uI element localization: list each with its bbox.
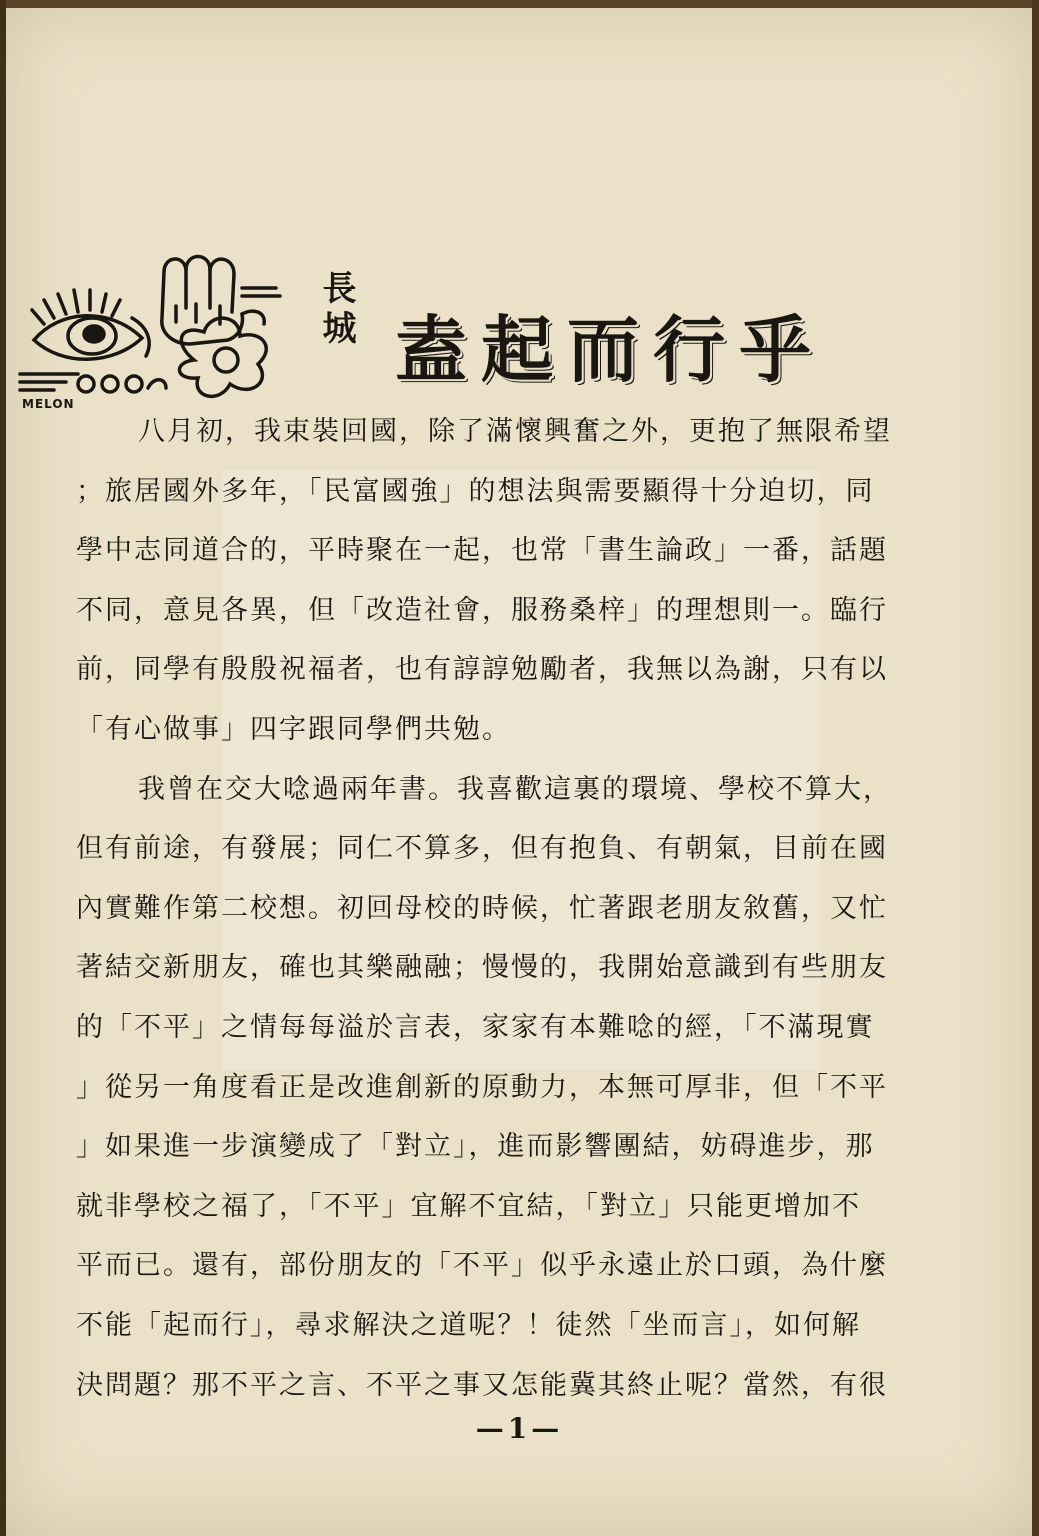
page-edge-left — [0, 0, 6, 1536]
paragraph-line: 」從另一角度看正是改進創新的原動力，本無可厚非，但「不平 — [76, 1071, 888, 1103]
paragraph-line: 我曾在交大唸過兩年書。我喜歡這裏的環境、學校不算大， — [138, 773, 892, 805]
page-edge-top — [0, 0, 1039, 8]
paragraph-line: 就非學校之福了，「不平」宜解不宜結，「對立」只能更增加不 — [76, 1190, 861, 1222]
paragraph-line: ；旅居國外多年，「民富國強」的想法與需要顯得十分迫切，同 — [76, 475, 875, 507]
paragraph-line: 但有前途，有發展；同仁不算多，但有抱負、有朝氣，目前在國 — [76, 833, 888, 865]
paragraph-line: 八月初，我束裝回國，除了滿懷興奮之外，更抱了無限希望 — [138, 416, 892, 447]
article-title: 盍起而行乎 — [395, 307, 826, 392]
paragraph-line: 內實難作第二校想。初回母校的時候，忙著跟老朋友敘舊，又忙 — [76, 892, 888, 924]
artist-signature: MELON — [22, 397, 75, 411]
paragraph-line: 著結交新朋友，確也其樂融融；慢慢的，我開始意識到有些朋友 — [76, 952, 888, 984]
paragraph-line: 的「不平」之情每每溢於言表，家家有本難唸的經，「不滿現實 — [76, 1011, 875, 1043]
paragraph-line: 不同，意見各異，但「改造社會，服務桑梓」的理想則一。臨行 — [76, 594, 888, 626]
page-edge-right — [1032, 0, 1039, 1536]
eye-hand-flower-drawing — [14, 248, 314, 418]
paragraph-line: 「有心做事」四字跟同學們共勉。 — [76, 713, 511, 745]
paragraph-line: 前，同學有殷殷祝福者，也有諄諄勉勵者，我無以為謝，只有以 — [76, 654, 888, 686]
author-name: 長城 — [316, 270, 356, 350]
page-number: —1— — [475, 1412, 564, 1445]
paragraph-line: 決問題？那不平之言、不平之事又怎能冀其終止呢？當然，有很 — [76, 1369, 888, 1401]
paragraph-line: 學中志同道合的，平時聚在一起，也常「書生論政」一番，話題 — [76, 535, 888, 567]
paragraph-line: 平而已。還有，部份朋友的「不平」似乎永遠止於口頭，為什麼 — [76, 1250, 888, 1282]
paragraph-line: 不能「起而行」，尋求解決之道呢？！徒然「坐而言」，如何解 — [76, 1309, 861, 1341]
paragraph-line: 」如果進一步演變成了「對立」，進而影響團結，妨碍進步，那 — [76, 1131, 875, 1163]
article-body — [76, 402, 921, 1415]
